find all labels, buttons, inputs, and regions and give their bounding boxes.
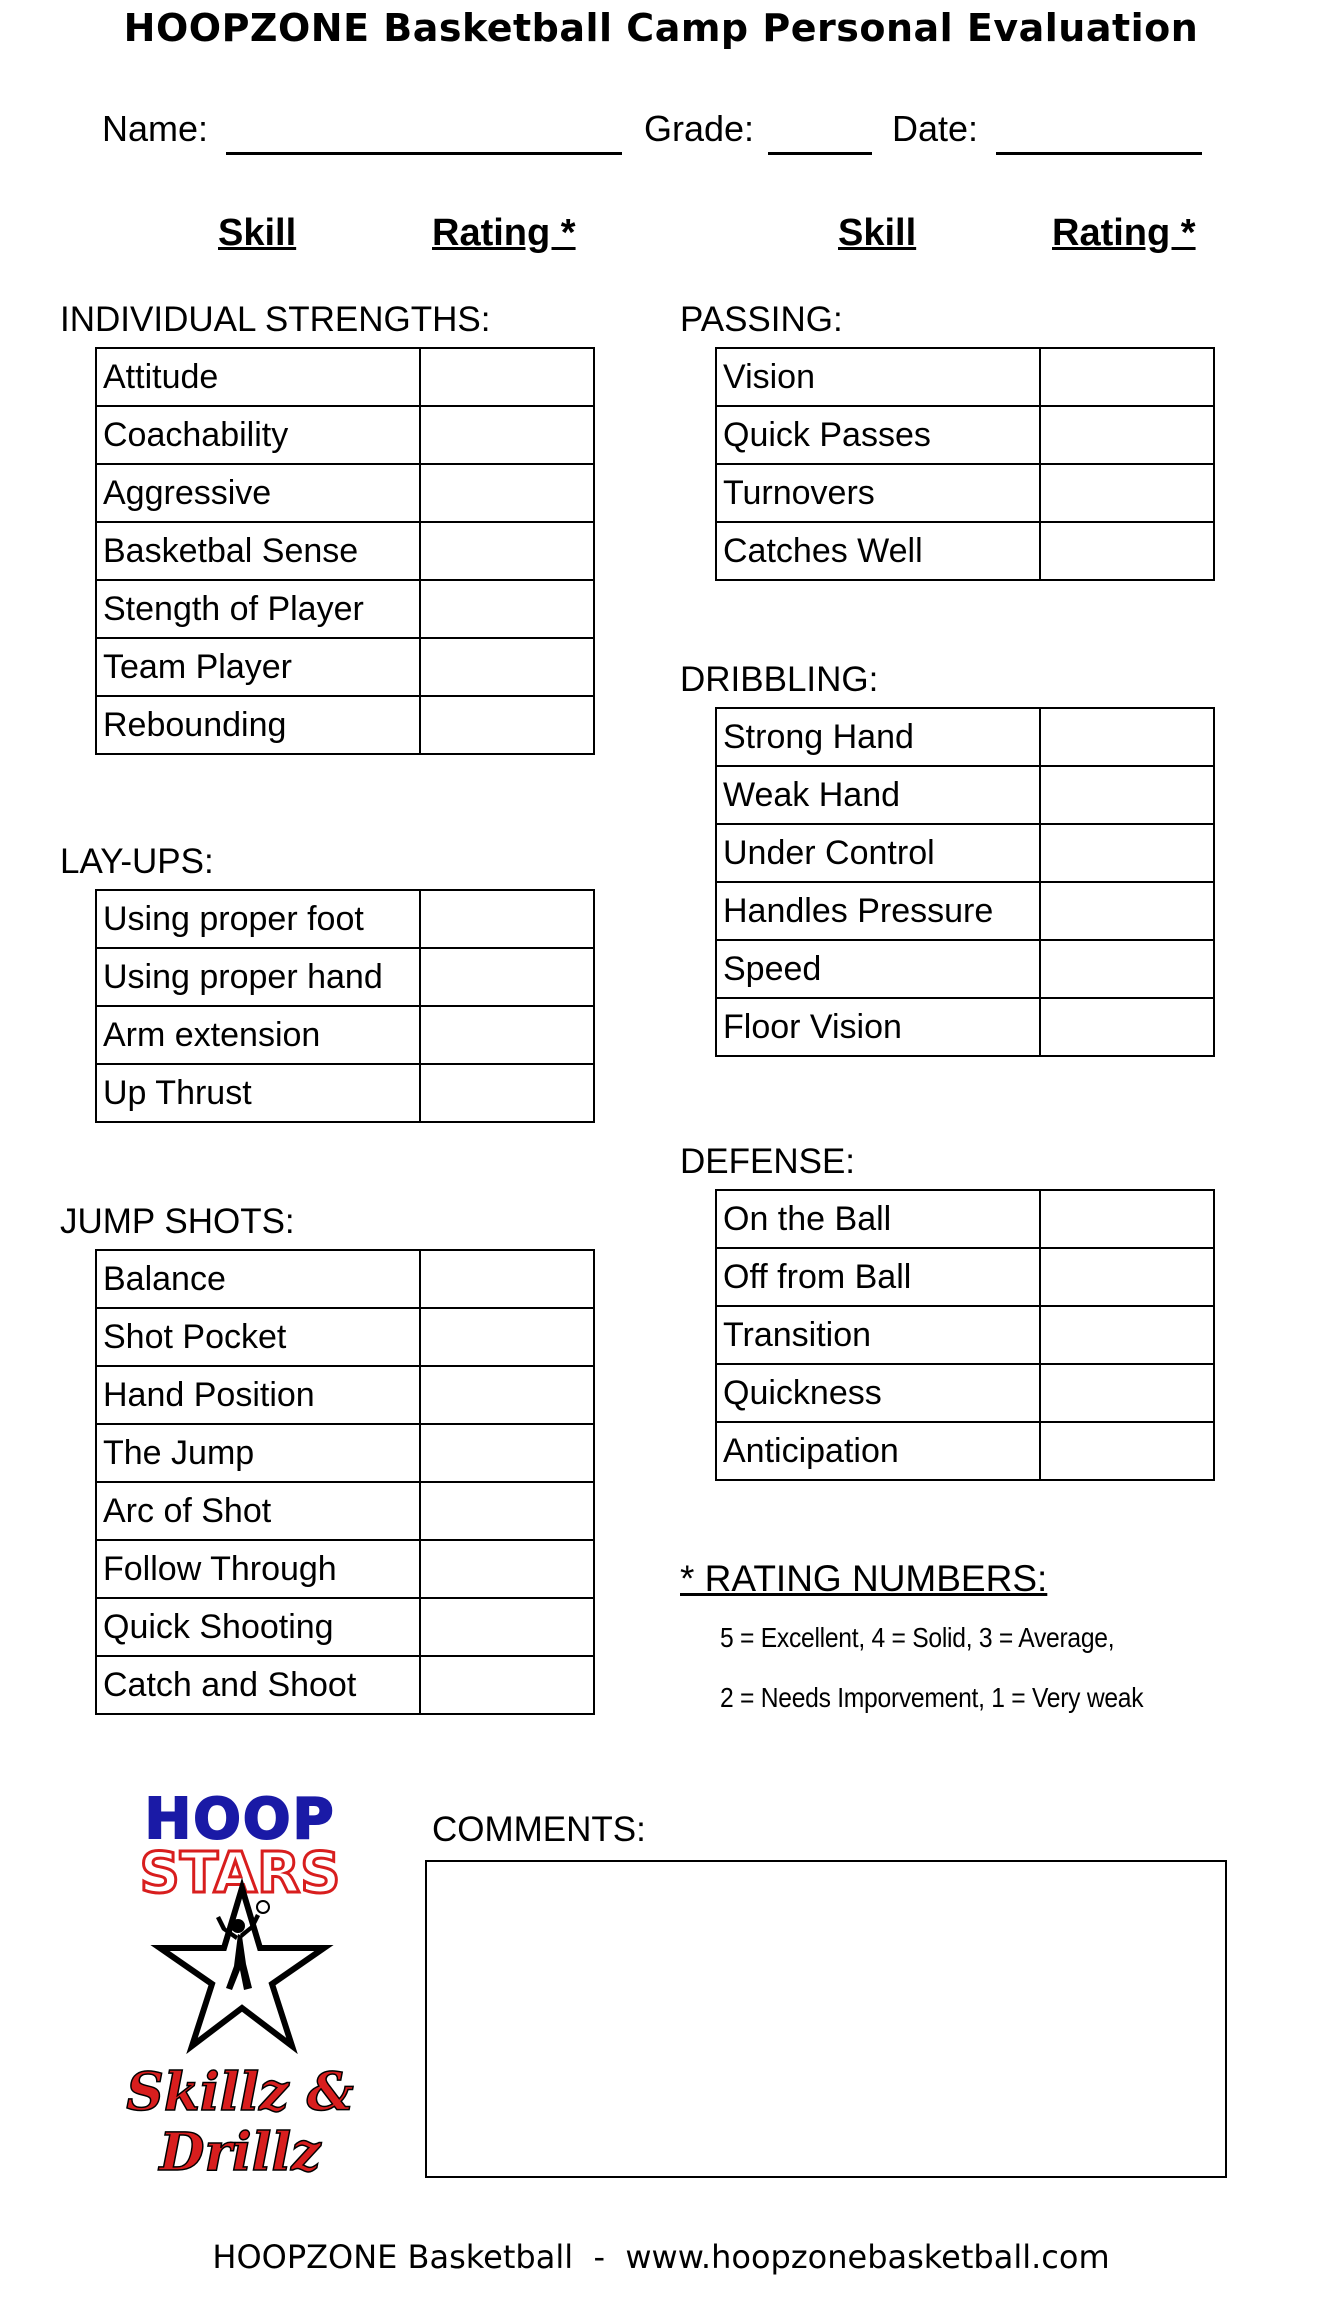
- rating-cell[interactable]: [1040, 998, 1214, 1056]
- lay-ups-table: [95, 889, 595, 1123]
- table-row: [716, 406, 1214, 464]
- logo-stars-text: STARS: [139, 1841, 341, 1906]
- table-row: [716, 708, 1214, 766]
- rating-numbers-title: * RATING NUMBERS:: [680, 1558, 1048, 1599]
- rating-cell[interactable]: [420, 1540, 594, 1598]
- table-row: [96, 1250, 594, 1308]
- table-row: [96, 1308, 594, 1366]
- section-defense: DEFENSE:: [680, 1142, 856, 1181]
- rating-cell[interactable]: [1040, 406, 1214, 464]
- rating-cell[interactable]: [1040, 348, 1214, 406]
- table-row: [716, 882, 1214, 940]
- skill-label: On the Ball: [716, 1190, 1040, 1248]
- skill-label: Under Control: [716, 824, 1040, 882]
- skill-label: Arm extension: [96, 1006, 420, 1064]
- rating-cell[interactable]: [420, 348, 594, 406]
- skill-label: Catch and Shoot: [96, 1656, 420, 1714]
- table-row: [96, 696, 594, 754]
- rating-cell[interactable]: [420, 1656, 594, 1714]
- rating-cell[interactable]: [1040, 882, 1214, 940]
- rating-cell[interactable]: [1040, 824, 1214, 882]
- page-title: HOOPZONE Basketball Camp Personal Evaluation: [123, 6, 1199, 50]
- rating-cell[interactable]: [420, 696, 594, 754]
- skill-label: Aggressive: [96, 464, 420, 522]
- section-lay-ups: LAY-UPS:: [60, 842, 214, 881]
- table-row: [96, 464, 594, 522]
- skill-label: Quick Passes: [716, 406, 1040, 464]
- skill-label: Floor Vision: [716, 998, 1040, 1056]
- table-row: [96, 1540, 594, 1598]
- table-row: [716, 1190, 1214, 1248]
- skill-label: Team Player: [96, 638, 420, 696]
- skill-label: Coachability: [96, 406, 420, 464]
- section-passing: PASSING:: [680, 300, 843, 339]
- skill-label: Attitude: [96, 348, 420, 406]
- grade-field[interactable]: [768, 112, 872, 155]
- table-row: [96, 1598, 594, 1656]
- defense-table: [715, 1189, 1215, 1481]
- table-row: [96, 1656, 594, 1714]
- comments-label: COMMENTS:: [432, 1810, 646, 1849]
- skill-label: Arc of Shot: [96, 1482, 420, 1540]
- skill-label: Up Thrust: [96, 1064, 420, 1122]
- rating-cell[interactable]: [1040, 1190, 1214, 1248]
- table-row: [716, 1364, 1214, 1422]
- date-label: Date:: [892, 108, 979, 149]
- rating-cell[interactable]: [1040, 1248, 1214, 1306]
- skill-label: Follow Through: [96, 1540, 420, 1598]
- skill-label: Off from Ball: [716, 1248, 1040, 1306]
- rating-cell[interactable]: [1040, 522, 1214, 580]
- rating-cell[interactable]: [1040, 1364, 1214, 1422]
- table-row: [716, 522, 1214, 580]
- logo-skillz-text: Skillz &: [126, 2062, 354, 2123]
- rating-cell[interactable]: [420, 406, 594, 464]
- table-row: [716, 940, 1214, 998]
- table-row: [716, 1248, 1214, 1306]
- skill-label: Weak Hand: [716, 766, 1040, 824]
- table-row: [96, 1366, 594, 1424]
- table-row: [716, 824, 1214, 882]
- skill-header-right: Skill: [838, 212, 917, 254]
- table-row: [96, 1482, 594, 1540]
- section-individual-strengths: INDIVIDUAL STRENGTHS:: [60, 300, 491, 339]
- table-row: [96, 1064, 594, 1122]
- rating-cell[interactable]: [1040, 1422, 1214, 1480]
- individual-strengths-table: [95, 347, 595, 755]
- table-row: [96, 406, 594, 464]
- skill-label: Rebounding: [96, 696, 420, 754]
- rating-cell[interactable]: [1040, 766, 1214, 824]
- skill-label: Using proper foot: [96, 890, 420, 948]
- rating-cell[interactable]: [420, 1366, 594, 1424]
- footer-text: HOOPZONE Basketball - www.hoopzonebasketball.com: [212, 2238, 1110, 2276]
- grade-label: Grade:: [644, 108, 755, 149]
- section-jump-shots: JUMP SHOTS:: [60, 1202, 295, 1241]
- skill-label: Shot Pocket: [96, 1308, 420, 1366]
- rating-header-left: Rating *: [432, 212, 576, 254]
- table-row: [716, 998, 1214, 1056]
- rating-cell[interactable]: [1040, 708, 1214, 766]
- skill-label: The Jump: [96, 1424, 420, 1482]
- date-field[interactable]: [996, 112, 1202, 155]
- table-row: [96, 580, 594, 638]
- table-row: [96, 1424, 594, 1482]
- skill-label: Turnovers: [716, 464, 1040, 522]
- table-row: [96, 348, 594, 406]
- skill-label: Using proper hand: [96, 948, 420, 1006]
- rating-cell[interactable]: [420, 1006, 594, 1064]
- table-row: [96, 890, 594, 948]
- rating-cell[interactable]: [1040, 940, 1214, 998]
- rating-numbers-line-1: 5 = Excellent, 4 = Solid, 3 = Average,: [720, 1622, 1115, 1653]
- table-row: [716, 766, 1214, 824]
- logo-drillz-text: Drillz: [159, 2122, 321, 2180]
- name-label: Name:: [102, 108, 209, 149]
- comments-box[interactable]: [425, 1860, 1227, 2178]
- rating-header-right: Rating *: [1052, 212, 1196, 254]
- rating-cell[interactable]: [1040, 464, 1214, 522]
- table-row: [96, 522, 594, 580]
- rating-cell[interactable]: [1040, 1306, 1214, 1364]
- rating-cell[interactable]: [420, 948, 594, 1006]
- skill-label: Strong Hand: [716, 708, 1040, 766]
- rating-cell[interactable]: [420, 890, 594, 948]
- dribbling-table: [715, 707, 1215, 1057]
- table-row: [716, 1422, 1214, 1480]
- table-row: [96, 638, 594, 696]
- rating-cell[interactable]: [420, 522, 594, 580]
- hoop-stars-logo: [120, 1780, 360, 2180]
- skill-label: Speed: [716, 940, 1040, 998]
- rating-cell[interactable]: [420, 1250, 594, 1308]
- table-row: [716, 348, 1214, 406]
- rating-cell[interactable]: [420, 580, 594, 638]
- skill-label: Handles Pressure: [716, 882, 1040, 940]
- skill-label: Transition: [716, 1306, 1040, 1364]
- passing-table: [715, 347, 1215, 581]
- logo-hoop-text: HOOP: [144, 1787, 336, 1852]
- rating-cell[interactable]: [420, 1424, 594, 1482]
- rating-cell[interactable]: [420, 1598, 594, 1656]
- skill-label: Quick Shooting: [96, 1598, 420, 1656]
- skill-label: Vision: [716, 348, 1040, 406]
- name-field[interactable]: [226, 112, 622, 155]
- skill-label: Hand Position: [96, 1366, 420, 1424]
- skill-header-left: Skill: [218, 212, 297, 254]
- skill-label: Balance: [96, 1250, 420, 1308]
- rating-numbers-line-2: 2 = Needs Imporvement, 1 = Very weak: [720, 1682, 1144, 1713]
- skill-label: Basketbal Sense: [96, 522, 420, 580]
- table-row: [96, 948, 594, 1006]
- table-row: [716, 464, 1214, 522]
- rating-cell[interactable]: [420, 1482, 594, 1540]
- skill-label: Catches Well: [716, 522, 1040, 580]
- skill-label: Stength of Player: [96, 580, 420, 638]
- rating-cell[interactable]: [420, 1064, 594, 1122]
- logo-graphic: [120, 1780, 360, 2180]
- skill-label: Anticipation: [716, 1422, 1040, 1480]
- rating-cell[interactable]: [420, 638, 594, 696]
- table-row: [716, 1306, 1214, 1364]
- skill-label: Quickness: [716, 1364, 1040, 1422]
- section-dribbling: DRIBBLING:: [680, 660, 879, 699]
- rating-cell[interactable]: [420, 464, 594, 522]
- rating-cell[interactable]: [420, 1308, 594, 1366]
- table-row: [96, 1006, 594, 1064]
- jump-shots-table: [95, 1249, 595, 1715]
